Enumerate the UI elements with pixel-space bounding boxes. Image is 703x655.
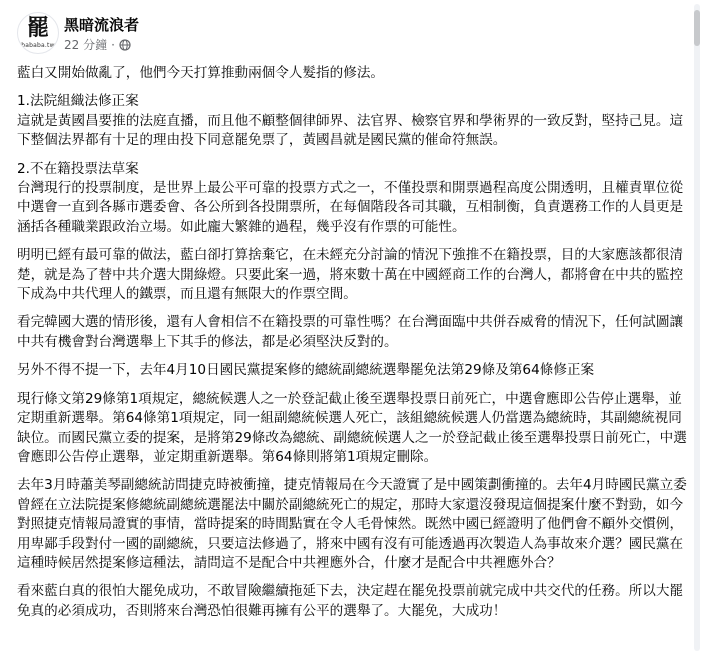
paragraph-text: 明明已經有最可靠的做法，藍白卻打算捨棄它，在未經充分討論的情況下強推不在籍投票，目的大家應該都很清楚，就是為了替中共介選大開綠燈。只要此案一過，將來數十萬在中國經商工作的台灣人，都將會在中共的監控下成為中共代理人的鐵票，而且還有無限大的作票空間。	[17, 247, 684, 303]
paragraph-korea	[17, 313, 689, 352]
paragraph-czech	[17, 476, 689, 573]
paragraph-text: 1.法院組織法修正案 這就是黃國昌要推的法庭直播，而且他不顧整個律師界、法官界、檢察官界和學術界的一致反對，堅持己見。這下整個法界都有十足的理由投下同意罷免票了，黃國昌就是國民黨的催命符無誤。	[17, 93, 684, 149]
paragraph-text: 去年3月時蕭美琴副總統訪問捷克時被衝撞，捷克情報局在今天證實了是中國策劃衝撞的。去年4月時國民黨立委曾經在立法院提案修總統副總統選罷法中關於副總統死亡的規定，那時大家還沒發現這個提案什麼不對勁，如今對照捷克情報局證實的事情，當時提案的時間點實在令人毛骨悚然。既然中國已經證明了他們會不顧外交慣例，用卑鄙手段對付一國的副總統，只要這法修過了，將來中國有沒有可能透過再次製造人為事故來介選？國民黨在這種時候居然提案修這種法，請問這不是配合中共裡應外合，什麼才是配合中共裡應外合？	[17, 477, 687, 571]
paragraph-court-law	[17, 92, 689, 150]
paragraph-intent	[17, 246, 689, 304]
paragraph-absentee-vote	[17, 160, 689, 238]
meta-separator: ·	[111, 37, 115, 52]
paragraph-text: 看完韓國大選的情形後，還有人會相信不在籍投票的可靠性嗎？在台灣面臨中共併吞威脅的情況下，任何試圖讓中共有機會對台灣選舉上下其手的修法，都是必須堅決反對的。	[17, 314, 684, 350]
paragraph-conclusion	[17, 582, 689, 621]
post-header	[17, 12, 687, 56]
post-timestamp[interactable]: 22 分鐘	[64, 38, 108, 52]
post-body	[17, 64, 689, 630]
avatar[interactable]	[17, 12, 59, 54]
paragraph-intro	[17, 64, 689, 83]
paragraph-text: 藍白又開始做亂了，他們今天打算推動兩個令人髮指的修法。	[17, 65, 385, 81]
avatar-logo-subtext: bababa.tw	[21, 42, 55, 49]
paragraph-articles	[17, 390, 689, 468]
post-meta	[64, 36, 131, 53]
avatar-logo-glyph: 罷	[26, 16, 49, 41]
paragraph-text: 現行條文第29條第1項規定，總統候選人之一於登記截止後至選舉投票日前死亡，中選會應即公告停止選舉，並定期重新選舉。第64條第1項規定，同一組副總統候選人死亡，該組總統候選人仍當選為總統時，其副總統視同缺位。而國民黨立委的提案，是將第29條改為總統、副總統候選人之一於登記截止後至選舉投票日前死亡，中選會應即公告停止選舉，並定期重新選舉。第64條則將第1項規定刪除。	[17, 390, 687, 465]
paragraph-text: 看來藍白真的很怕大罷免成功，不敢冒險繼續拖延下去，決定趕在罷免投票前就完成中共交代的任務。所以大罷免真的必須成功，否則將來台灣恐怕很難再擁有公平的選舉了。大罷免，大成功！	[17, 583, 684, 619]
paragraph-text: 另外不得不提一下，去年4月10日國民黨提案修的總統副總統選舉罷免法第29條及第64條修正案	[17, 362, 595, 379]
paragraph-text: 2.不在籍投票法草案 台灣現行的投票制度，是世界上最公平可靠的投票方式之一，不僅投票和開票過程高度公開透明，且權責單位從中選會一直到各縣市選委會、各公所到各投開票所，在每個階段各司其職，互相制衡，負責選務工作的人員更是涵括各種職業跟政治立場。如此龐大繁雜的過程，幾乎沒有作票的可能性。	[17, 160, 684, 235]
globe-icon	[119, 39, 131, 51]
author-name[interactable]: 黑暗流浪者	[64, 16, 140, 34]
scrollbar[interactable]	[694, 4, 700, 651]
scrollbar-thumb[interactable]	[694, 10, 700, 46]
paragraph-amendment-intro	[17, 361, 689, 380]
